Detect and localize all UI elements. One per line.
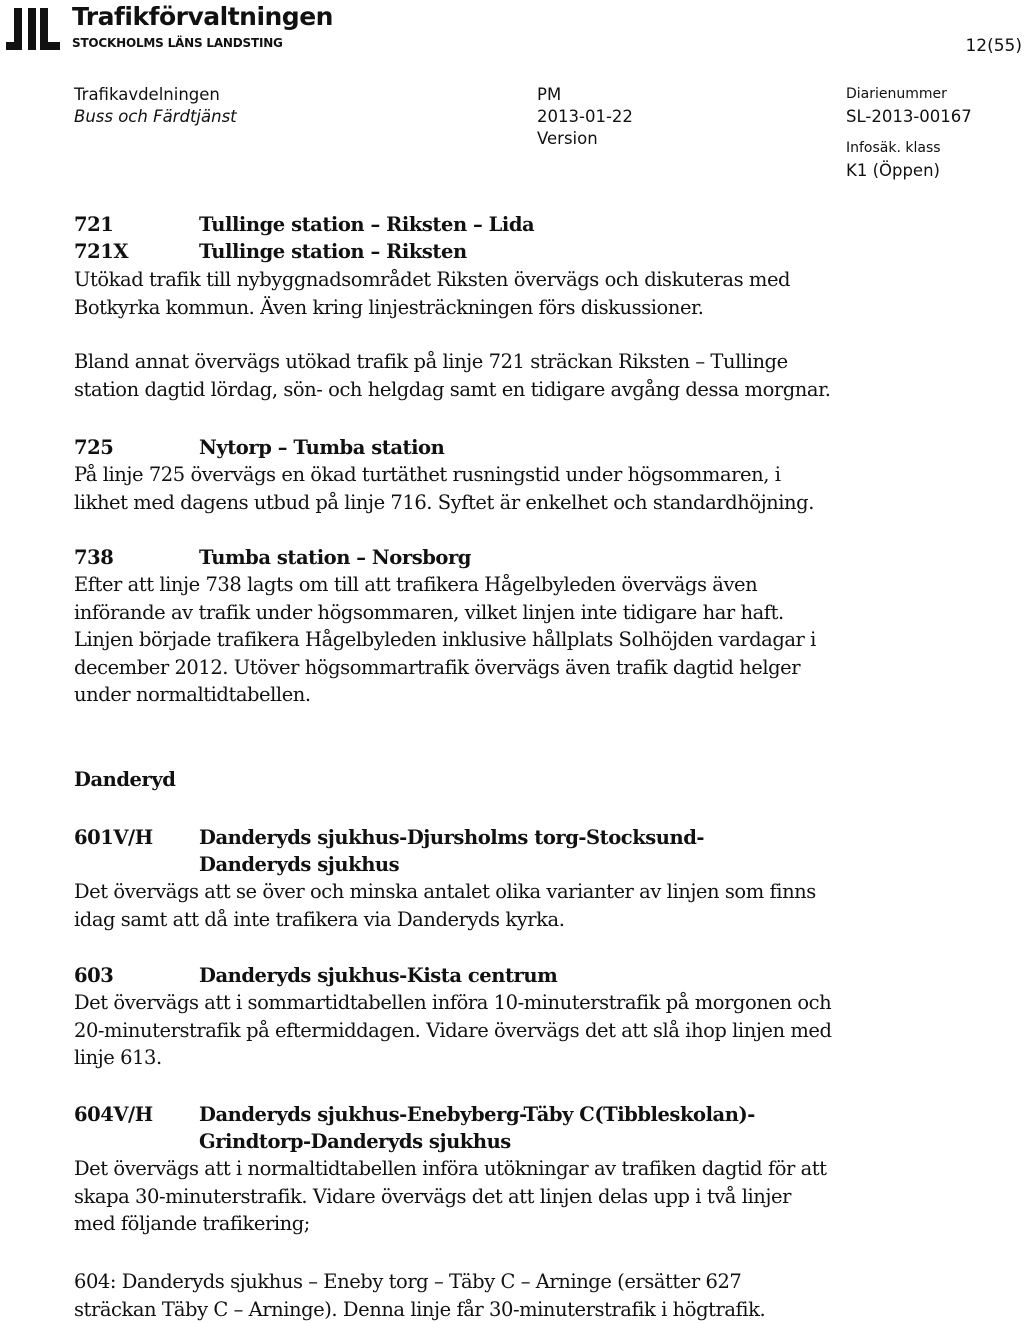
text-line: likhet med dagens utbud på linje 716. Syftet är enkelhet och standardhöjning. bbox=[74, 489, 814, 517]
region-heading: Danderyd bbox=[74, 766, 175, 794]
paragraph bbox=[74, 571, 816, 709]
route-title: Tullinge station – Riksten – Lida bbox=[199, 213, 534, 236]
doc-type: PM bbox=[537, 84, 561, 106]
text-line: Botkyrka kommun. Även kring linjesträckningen förs diskussioner. bbox=[74, 294, 790, 322]
text-line: Bland annat övervägs utökad trafik på linje 721 sträckan Riksten – Tullinge bbox=[74, 348, 831, 376]
route-heading bbox=[74, 434, 444, 462]
route-number: 604V/H bbox=[74, 1101, 199, 1129]
route-heading bbox=[74, 824, 704, 852]
text-line: under normaltidtabellen. bbox=[74, 681, 816, 709]
text-line: Det övervägs att se över och minska antalet olika varianter av linjen som finns bbox=[74, 878, 816, 906]
text-line: 20-minuterstrafik på eftermiddagen. Vidare övervägs det att slå ihop linjen med bbox=[74, 1017, 832, 1045]
text-line: 604: Danderyds sjukhus – Eneby torg – Täby C – Arninge (ersätter 627 bbox=[74, 1268, 765, 1296]
org-name: Trafikförvaltningen bbox=[72, 2, 333, 31]
text-line: linje 613. bbox=[74, 1044, 832, 1072]
paragraph bbox=[74, 1155, 827, 1238]
trafikforvaltningen-logo-icon bbox=[4, 6, 62, 56]
route-title-continued: Danderyds sjukhus bbox=[199, 851, 399, 879]
org-subtitle: STOCKHOLMS LÄNS LANDSTING bbox=[72, 36, 283, 50]
route-heading bbox=[74, 544, 471, 572]
route-title: Tumba station – Norsborg bbox=[199, 546, 471, 569]
department: Trafikavdelningen bbox=[74, 84, 220, 106]
route-heading bbox=[74, 211, 534, 239]
text-line: Efter att linje 738 lagts om till att trafikera Hågelbyleden övervägs även bbox=[74, 571, 816, 599]
route-heading bbox=[74, 238, 467, 266]
text-line: idag samt att då inte trafikera via Danderyds kyrka. bbox=[74, 906, 816, 934]
route-title: Danderyds sjukhus-Djursholms torg-Stocksund- bbox=[199, 826, 704, 849]
text-line: sträckan Täby C – Arninge). Denna linje får 30-minuterstrafik i högtrafik. bbox=[74, 1296, 765, 1323]
text-line: december 2012. Utöver högsommartrafik övervägs även trafik dagtid helger bbox=[74, 654, 816, 682]
security-value: K1 (Öppen) bbox=[846, 160, 940, 182]
route-heading bbox=[74, 962, 557, 990]
route-number: 601V/H bbox=[74, 824, 199, 852]
paragraph bbox=[74, 461, 814, 516]
text-line: skapa 30-minuterstrafik. Vidare övervägs det att linjen delas upp i två linjer bbox=[74, 1183, 827, 1211]
unit: Buss och Färdtjänst bbox=[74, 106, 237, 128]
text-line: Linjen började trafikera Hågelbyleden inklusive hållplats Solhöjden vardagar i bbox=[74, 626, 816, 654]
text-line: Utökad trafik till nybyggnadsområdet Riksten övervägs och diskuteras med bbox=[74, 266, 790, 294]
security-label: Infosäk. klass bbox=[846, 140, 941, 156]
paragraph bbox=[74, 348, 831, 403]
text-line: station dagtid lördag, sön- och helgdag samt en tidigare avgång dessa morgnar. bbox=[74, 376, 831, 404]
diary-label: Diarienummer bbox=[846, 86, 947, 102]
text-line: med följande trafikering; bbox=[74, 1210, 827, 1238]
paragraph bbox=[74, 266, 790, 321]
page-number: 12(55) bbox=[965, 36, 1022, 56]
route-number: 603 bbox=[74, 962, 199, 990]
route-heading bbox=[74, 1101, 755, 1129]
text-line: På linje 725 övervägs en ökad turtäthet rusningstid under högsommaren, i bbox=[74, 461, 814, 489]
route-number: 721X bbox=[74, 238, 199, 266]
route-title: Nytorp – Tumba station bbox=[199, 436, 444, 459]
route-number: 738 bbox=[74, 544, 199, 572]
route-title-continued: Grindtorp-Danderyds sjukhus bbox=[199, 1128, 511, 1156]
paragraph bbox=[74, 989, 832, 1072]
text-line: införande av trafik under högsommaren, vilket linjen inte tidigare har haft. bbox=[74, 599, 816, 627]
route-number: 721 bbox=[74, 211, 199, 239]
paragraph bbox=[74, 878, 816, 933]
version-label: Version bbox=[537, 128, 598, 150]
text-line: Det övervägs att i sommartidtabellen införa 10-minuterstrafik på morgonen och bbox=[74, 989, 832, 1017]
route-title: Danderyds sjukhus-Enebyberg-Täby C(Tibbleskolan)- bbox=[199, 1103, 755, 1126]
diary-number: SL-2013-00167 bbox=[846, 106, 972, 128]
paragraph bbox=[74, 1268, 765, 1323]
route-title: Tullinge station – Riksten bbox=[199, 240, 467, 263]
doc-date: 2013-01-22 bbox=[537, 106, 633, 128]
route-number: 725 bbox=[74, 434, 199, 462]
text-line: Det övervägs att i normaltidtabellen införa utökningar av trafiken dagtid för att bbox=[74, 1155, 827, 1183]
route-title: Danderyds sjukhus-Kista centrum bbox=[199, 964, 557, 987]
